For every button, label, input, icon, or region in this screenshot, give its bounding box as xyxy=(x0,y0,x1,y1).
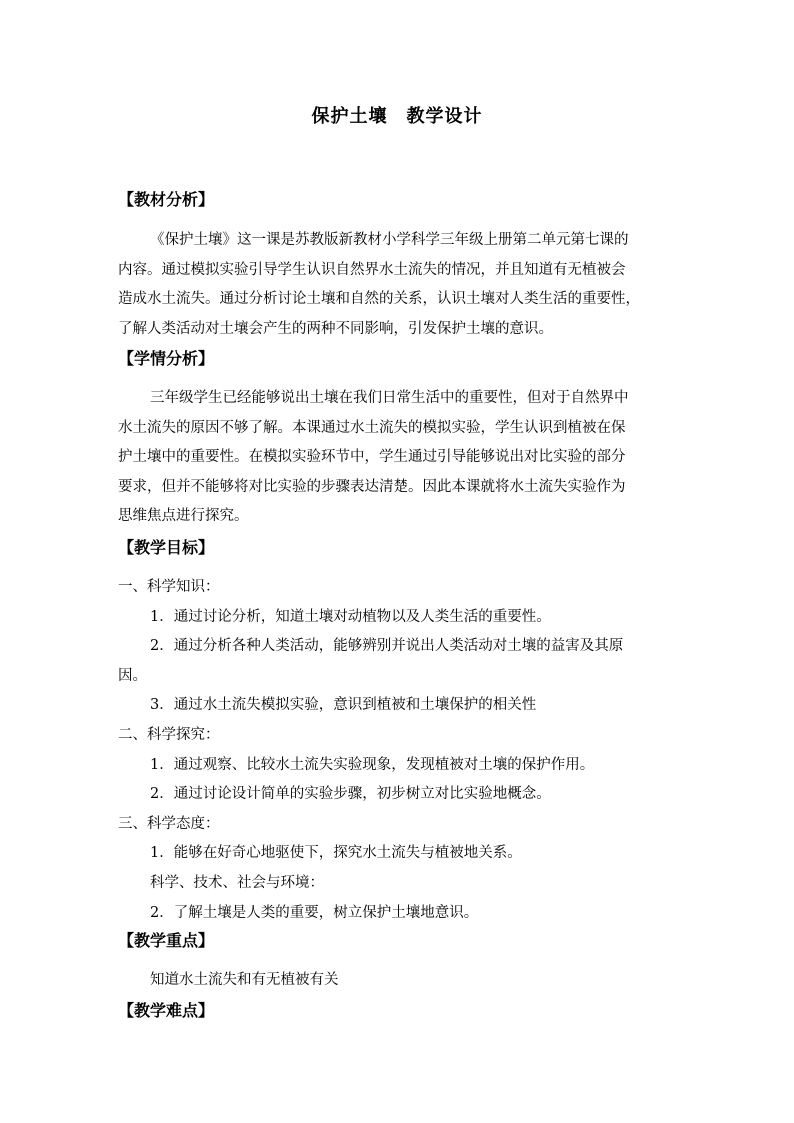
section-difficulties xyxy=(118,998,678,1024)
goal-category-inquiry: 二、科学探究： xyxy=(118,726,220,743)
paragraph-line: 护土壤中的重要性。在模拟实验环节中，学生通过引导能够说出对比实验的部分 xyxy=(118,449,626,466)
goal-item: 2．了解土壤是人类的重要，树立保护土壤地意识。 xyxy=(150,904,479,921)
goal-category-sts: 科学、技术、社会与环境： xyxy=(150,874,324,891)
paragraph-line: 《保护土壤》这一课是苏教版新教材小学科学三年级上册第二单元第七课的 xyxy=(150,232,629,248)
section-heading-analysis: 【教材分析】 xyxy=(118,190,215,209)
goal-item: 2．通过分析各种人类活动，能够辨别并说出人类活动对土壤的益害及其原 xyxy=(150,638,624,655)
paragraph-line: 思维焦点进行探究。 xyxy=(118,508,249,525)
section-heading-students: 【学情分析】 xyxy=(118,349,215,368)
goal-item: 3．通过水土流失模拟实验，意识到植被和土壤保护的相关性 xyxy=(150,697,537,714)
section-heading-difficulties: 【教学难点】 xyxy=(118,1001,215,1020)
paragraph-line: 三年级学生已经能够说出土壤在我们日常生活中的重要性，但对于自然界中 xyxy=(150,390,629,406)
section-analysis xyxy=(118,187,678,213)
goal-category-knowledge: 一、科学知识： xyxy=(118,579,220,595)
goal-item: 1．通过观察、比较水土流失实验现象，发现植被对土壤的保护作用。 xyxy=(150,756,595,773)
paragraph-line: 内容。通过模拟实验引导学生认识自然界水土流失的情况，并且知道有无植被会 xyxy=(118,261,626,278)
goal-item-continued: 因。 xyxy=(118,667,147,684)
document-title: 保护土壤 教学设计 xyxy=(311,106,483,127)
section-key-points xyxy=(118,928,678,954)
key-points-content xyxy=(118,966,678,996)
paragraph-line: 造成水土流失。通过分析讨论土壤和自然的关系，认识土壤对人类生活的重要性， xyxy=(118,291,640,308)
paragraph-line: 水土流失的原因不够了解。本课通过水土流失的模拟实验，学生认识到植被在保 xyxy=(118,419,626,436)
goal-item: 1．通过讨论分析，知道土壤对动植物以及人类生活的重要性。 xyxy=(150,608,551,625)
goal-category-attitude: 三、科学态度： xyxy=(118,815,220,832)
section-heading-goals: 【教学目标】 xyxy=(118,538,215,557)
students-paragraph xyxy=(118,384,678,532)
goals-list xyxy=(118,573,678,928)
paragraph-line: 要求，但并不能够将对比实验的步骤表达清楚。因此本课就将水土流失实验作为 xyxy=(118,478,626,495)
analysis-paragraph xyxy=(118,226,678,344)
section-goals xyxy=(118,535,678,561)
section-students xyxy=(118,346,678,372)
paragraph-line: 了解人类活动对土壤会产生的两种不同影响，引发保护土壤的意识。 xyxy=(118,320,553,337)
key-point-text: 知道水土流失和有无植被有关 xyxy=(150,972,339,988)
goal-item: 1．能够在好奇心地驱使下，探究水土流失与植被地关系。 xyxy=(150,845,522,862)
goal-item: 2．通过讨论设计简单的实验步骤，初步树立对比实验地概念。 xyxy=(150,786,551,803)
section-heading-key-points: 【教学重点】 xyxy=(118,931,215,950)
